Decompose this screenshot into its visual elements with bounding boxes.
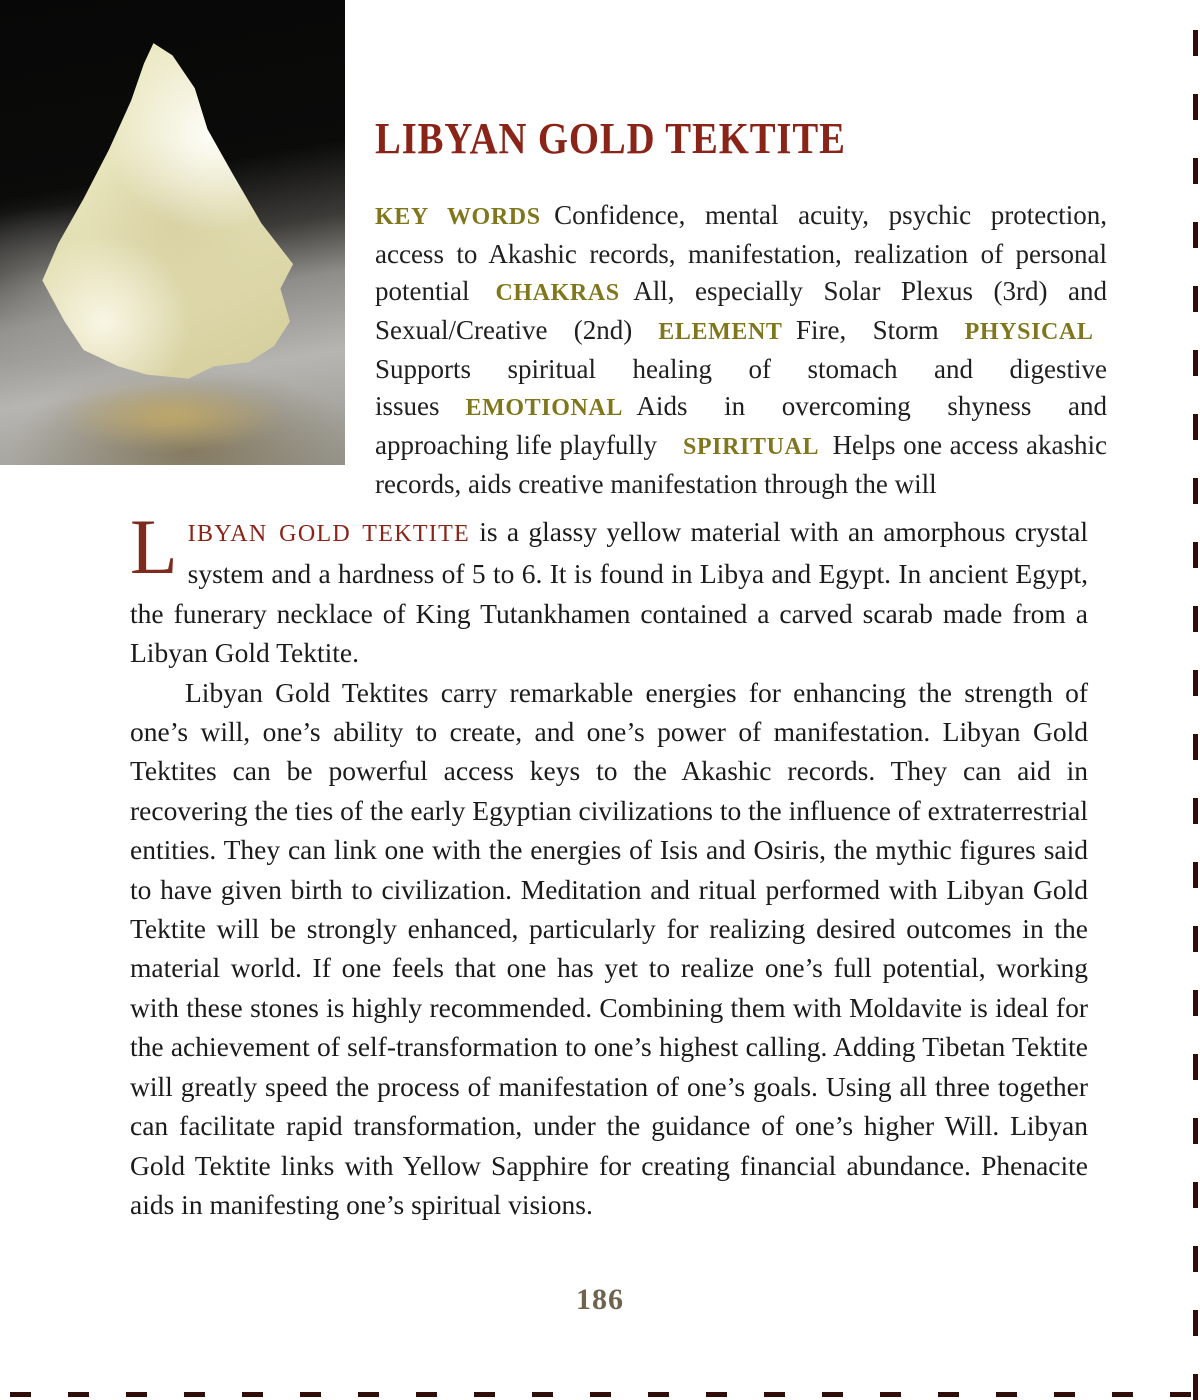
attribute-text-spiritual: Helps one access akashic records, aids creative manifestation through the will xyxy=(375,430,1108,499)
page-number: 186 xyxy=(576,1283,624,1316)
body-text xyxy=(130,503,1088,1224)
attribute-text-physical: Supports spiritual healing of stomach and digestive issues xyxy=(375,315,1107,421)
paragraph-2: Libyan Gold Tektites carry remarkable energies for enhancing the strength of one’s will, one’s ability to create, and one’s power of manifestation. Libyan Gold Tektites can be powerful access keys to the Akashic records. They can aid in recovering the ties of the early Egyptian civilizations to the influence of extraterrestrial entities. They can link one with the energies of Isis and Osiris, the mythic figures said to have given birth to civilization. Meditation and ritual performed with Libyan Gold Tektite will be strongly enhanced, particularly for realizing desired outcomes in the material world. If one feels that one has yet to realize one’s full potential, working with these stones is highly recommended. Combining them with Moldavite is ideal for the achievement of self-transformation to one’s highest calling. Adding Tibetan Tektite will greatly speed the process of manifestation of one’s goals. Using all three together can facilitate rapid transformation, under the guidance of one’s higher Will. Libyan Gold Tektite links with Yellow Sapphire for creating financial abundance. Phenacite aids in manifesting one’s spiritual visions. xyxy=(130,676,1088,1220)
attribute-text-key-words: Confidence, mental acuity, psychic protection, access to Akashic records, manifestation, realization of personal potential xyxy=(375,200,1108,306)
attribute-label-spiritual: SPIRITUAL xyxy=(682,434,820,460)
drop-cap: L xyxy=(130,503,178,590)
tektite-stone-image xyxy=(14,19,331,428)
attribute-label-chakras: CHAKRAS xyxy=(495,280,620,306)
stone-reflection xyxy=(55,380,290,452)
paragraph-1-text: is a glassy yellow material with an amorphous crystal system and a hardness of 5 to 6. It is found in Libya and Egypt. In ancient Egypt, the funerary necklace of King Tutankhamen contained a carved scarab made from a Libyan Gold Tektite. xyxy=(130,516,1088,669)
attribute-label-physical: PHYSICAL xyxy=(964,319,1094,345)
page-title: LIBYAN GOLD TEKTITE xyxy=(375,114,846,164)
attribute-label-emotional: EMOTIONAL xyxy=(465,395,623,421)
attribute-label-element: ELEMENT xyxy=(658,319,783,345)
bottom-dashed-border xyxy=(10,1392,1200,1397)
attribute-text-chakras: All, especially Solar Plexus (3rd) and Sexual/Creative (2nd) xyxy=(375,276,1107,345)
attributes-block xyxy=(375,197,1107,503)
paragraph-1 xyxy=(130,503,1088,673)
attribute-text-element: Fire, Storm xyxy=(782,315,939,345)
attribute-text-emotional: Aids in overcoming shyness and approaching life playfully xyxy=(375,391,1107,460)
right-dashed-border xyxy=(1193,30,1198,1400)
attribute-label-key-words: KEY WORDS xyxy=(375,204,541,230)
stone-photo xyxy=(0,0,345,465)
lead-small-caps: IBYAN GOLD TEKTITE xyxy=(187,521,471,547)
